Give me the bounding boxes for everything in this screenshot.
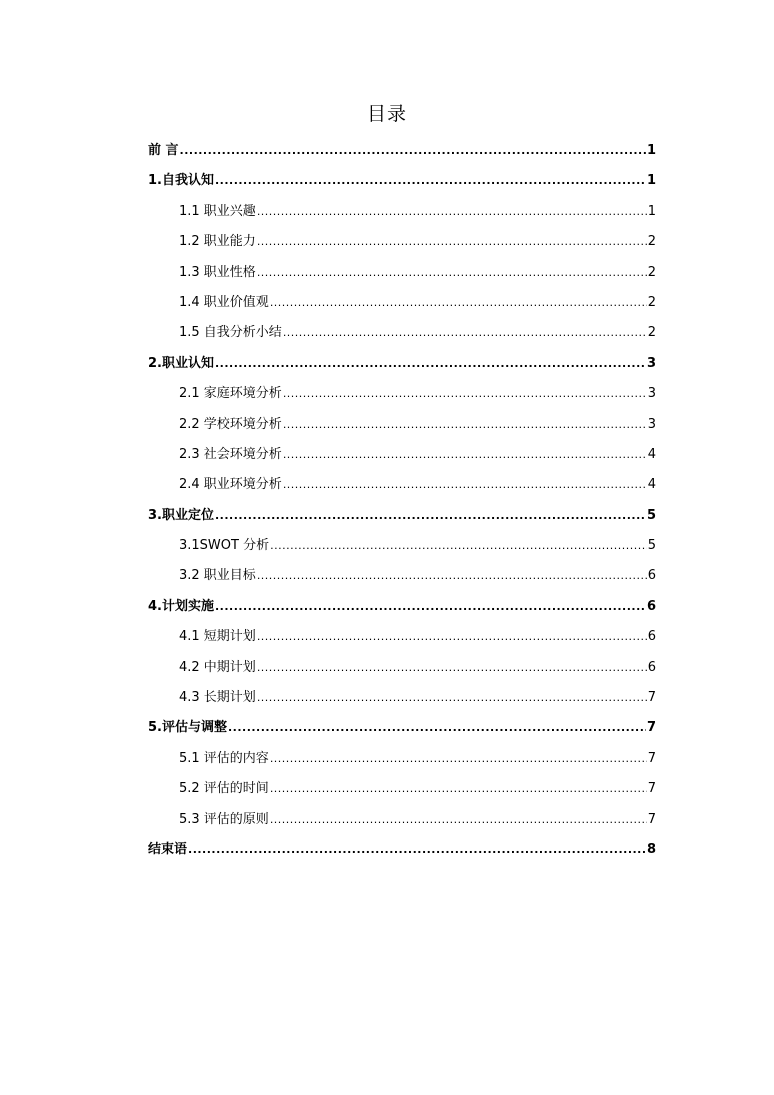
toc-chapter-entry[interactable] (148, 136, 656, 166)
toc-page-number: 7 (647, 811, 656, 827)
toc-page-number: 6 (646, 598, 656, 614)
toc-dot-leader (270, 774, 647, 804)
toc-page-number: 4 (647, 446, 656, 462)
toc-entry-label: 2.2 学校环境分析 (179, 416, 282, 432)
toc-page-number: 3 (647, 416, 656, 432)
toc-dot-leader (270, 744, 647, 774)
toc-section-entry[interactable] (148, 227, 656, 257)
toc-page-number: 3 (647, 386, 656, 402)
toc-dot-leader (257, 227, 647, 257)
toc-section-entry[interactable] (148, 683, 656, 713)
toc-section-entry[interactable] (148, 470, 656, 500)
toc-section-entry[interactable] (148, 258, 656, 288)
toc-page-number: 5 (646, 507, 656, 523)
toc-entry-label: 1.4 职业价值观 (179, 294, 269, 310)
toc-chapter-entry[interactable] (148, 501, 656, 531)
toc-dot-leader (283, 470, 647, 500)
toc-dot-leader (270, 288, 647, 318)
toc-chapter-entry[interactable] (148, 592, 656, 622)
toc-entry-label: 4.2 中期计划 (179, 659, 256, 675)
toc-dot-leader (257, 258, 647, 288)
toc-page-number: 6 (647, 568, 656, 584)
toc-chapter-entry[interactable] (148, 349, 656, 379)
toc-entry-label: 1.3 职业性格 (179, 264, 256, 280)
toc-entry-label: 5.评估与调整 (148, 720, 227, 736)
toc-dot-leader (257, 653, 647, 683)
toc-page-number: 2 (647, 234, 656, 250)
toc-entry-label: 结束语 (148, 841, 188, 857)
toc-dot-leader (270, 805, 647, 835)
toc-page-number: 4 (647, 477, 656, 493)
toc-entry-label: 1.自我认知 (148, 173, 214, 189)
toc-page-number: 7 (647, 690, 656, 706)
toc-page-number: 7 (646, 720, 656, 736)
toc-dot-leader (283, 440, 647, 470)
toc-dot-leader (283, 379, 647, 409)
toc-entry-label: 5.2 评估的时间 (179, 781, 269, 797)
toc-section-entry[interactable] (148, 531, 656, 561)
toc-chapter-entry[interactable] (148, 713, 656, 743)
toc-dot-leader (257, 683, 647, 713)
toc-dot-leader (257, 561, 647, 591)
toc-section-entry[interactable] (148, 379, 656, 409)
toc-page-number: 7 (647, 781, 656, 797)
toc-entry-label: 5.1 评估的内容 (179, 750, 269, 766)
toc-section-entry[interactable] (148, 774, 656, 804)
toc-entry-label: 3.职业定位 (148, 507, 214, 523)
toc-page-number: 2 (647, 294, 656, 310)
toc-section-entry[interactable] (148, 805, 656, 835)
toc-page-number: 7 (647, 750, 656, 766)
toc-section-entry[interactable] (148, 410, 656, 440)
toc-entry-label: 1.1 职业兴趣 (179, 203, 256, 219)
toc-entry-label: 3.1SWOT 分析 (179, 538, 270, 554)
toc-page-number: 3 (646, 355, 656, 371)
table-of-contents (148, 136, 656, 865)
toc-dot-leader (283, 318, 647, 348)
toc-entry-label: 4.计划实施 (148, 598, 214, 614)
toc-page-number: 6 (647, 659, 656, 675)
toc-section-entry[interactable] (148, 653, 656, 683)
toc-section-entry[interactable] (148, 197, 656, 227)
toc-title: 目录 (366, 103, 407, 125)
toc-entry-label: 2.职业认知 (148, 355, 214, 371)
toc-page-number: 5 (647, 538, 656, 554)
toc-page-number: 1 (646, 143, 656, 158)
toc-dot-leader (215, 592, 646, 622)
toc-dot-leader (188, 835, 646, 865)
toc-entry-label: 2.4 职业环境分析 (179, 477, 282, 493)
toc-chapter-entry[interactable] (148, 166, 656, 196)
toc-section-entry[interactable] (148, 288, 656, 318)
toc-dot-leader (180, 136, 646, 166)
toc-dot-leader (257, 622, 647, 652)
toc-entry-label: 4.1 短期计划 (179, 629, 256, 645)
toc-section-entry[interactable] (148, 440, 656, 470)
toc-entry-label: 2.1 家庭环境分析 (179, 386, 282, 402)
toc-section-entry[interactable] (148, 561, 656, 591)
toc-dot-leader (228, 713, 646, 743)
toc-page-number: 6 (647, 629, 656, 645)
toc-page-number: 2 (647, 264, 656, 280)
toc-page-number: 1 (646, 173, 656, 189)
toc-section-entry[interactable] (148, 744, 656, 774)
toc-dot-leader (215, 349, 646, 379)
toc-page-number: 2 (647, 325, 656, 341)
toc-dot-leader (270, 531, 647, 561)
toc-dot-leader (283, 410, 647, 440)
toc-section-entry[interactable] (148, 318, 656, 348)
toc-dot-leader (215, 501, 646, 531)
toc-page-number: 8 (646, 841, 656, 857)
toc-dot-leader (257, 197, 647, 227)
toc-page-number: 1 (647, 203, 656, 219)
toc-entry-label: 1.2 职业能力 (179, 234, 256, 250)
toc-entry-label: 2.3 社会环境分析 (179, 446, 282, 462)
toc-entry-label: 5.3 评估的原则 (179, 811, 269, 827)
toc-chapter-entry[interactable] (148, 835, 656, 865)
toc-entry-label: 3.2 职业目标 (179, 568, 256, 584)
toc-entry-label: 4.3 长期计划 (179, 690, 256, 706)
toc-entry-label: 前 言 (148, 143, 179, 158)
toc-entry-label: 1.5 自我分析小结 (179, 325, 282, 341)
toc-dot-leader (215, 166, 646, 196)
toc-section-entry[interactable] (148, 622, 656, 652)
